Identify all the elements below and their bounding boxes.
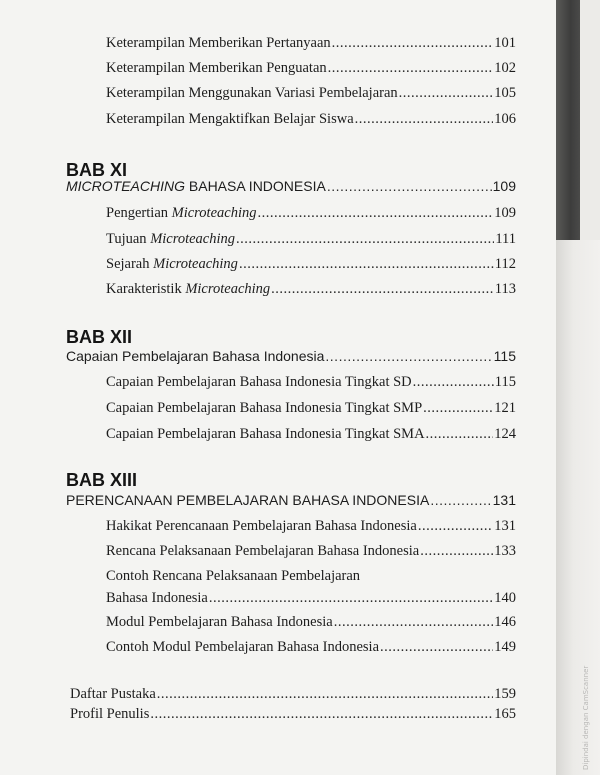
toc-entry: Profil Penulis ..... 165 — [70, 706, 516, 723]
toc-entry: Tujuan Microteaching ..... 111 — [106, 231, 516, 248]
chapter-title-entry — [66, 178, 516, 194]
dot-leader — [355, 111, 494, 128]
toc-entry: Contoh Modul Pembelajaran Bahasa Indonesia ..... 149 — [106, 639, 516, 656]
page-number: 165 — [494, 706, 516, 722]
page-number: 133 — [494, 543, 516, 559]
page-number: 109 — [494, 205, 516, 221]
toc-entry: Hakikat Perencanaan Pembelajaran Bahasa Indonesia ..... 131 — [106, 518, 516, 535]
toc-entry: Capaian Pembelajaran Bahasa Indonesia Tingkat SMP ..... 121 — [106, 400, 516, 417]
dot-leader — [380, 639, 493, 656]
page-number: 109 — [492, 178, 516, 194]
page-number: 105 — [494, 85, 516, 101]
dot-leader — [209, 590, 493, 607]
page-number: 115 — [494, 374, 516, 390]
page-number: 131 — [494, 518, 516, 534]
dot-leader — [423, 400, 493, 417]
toc-entry: Sejarah Microteaching ..... 112 — [106, 256, 516, 273]
dot-leader — [328, 60, 494, 77]
chapter-title-rest: BAHASA INDONESIA — [185, 178, 326, 194]
toc-entry: Keterampilan Menggunakan Variasi Pembelajaran ..... 105 — [106, 85, 516, 102]
dot-leader — [418, 518, 493, 535]
page-number: 149 — [494, 639, 516, 655]
page-number: 146 — [494, 614, 516, 630]
toc-entry: Keterampilan Memberikan Penguatan ..... 102 — [106, 60, 516, 77]
dot-leader — [332, 35, 494, 52]
dot-leader — [334, 614, 494, 631]
dot-leader — [399, 85, 494, 102]
dot-leader — [420, 543, 493, 560]
page-number: 131 — [492, 492, 516, 508]
toc-entry: Modul Pembelajaran Bahasa Indonesia ..... 146 — [106, 614, 516, 631]
toc-entry: Rencana Pelaksanaan Pembelajaran Bahasa Indonesia ..... 133 — [106, 543, 516, 560]
toc-entry: Karakteristik Microteaching ..... 113 — [106, 281, 516, 298]
dot-leader — [271, 281, 494, 298]
toc-entry: Capaian Pembelajaran Bahasa Indonesia Tingkat SMA ..... 124 — [106, 426, 516, 443]
scanner-watermark: Dipindai dengan CamScanner — [582, 665, 590, 770]
toc-entry: Daftar Pustaka ..... 159 — [70, 686, 516, 703]
dot-leader — [325, 348, 492, 364]
toc-entry: Keterampilan Mengaktifkan Belajar Siswa ..... 106 — [106, 111, 516, 128]
toc-entry: Pengertian Microteaching ..... 109 — [106, 205, 516, 222]
toc-entry: Bahasa Indonesia ..... 140 — [106, 590, 516, 607]
dot-leader — [236, 231, 494, 248]
page-number: 159 — [494, 686, 516, 702]
page-number: 102 — [494, 60, 516, 76]
background-edge — [580, 0, 600, 240]
toc-entry: Capaian Pembelajaran Bahasa Indonesia Tingkat SD ..... 115 — [106, 374, 516, 391]
page-number: 106 — [494, 111, 516, 127]
page-edge-shadow — [556, 0, 580, 240]
toc-entry: Keterampilan Memberikan Pertanyaan ..... 101 — [106, 35, 516, 52]
page-number: 111 — [495, 231, 516, 247]
adjacent-page-edge — [556, 240, 600, 775]
chapter-label: BAB XII — [66, 327, 133, 347]
page-number: 121 — [494, 400, 516, 416]
page-number: 124 — [494, 426, 516, 442]
dot-leader — [157, 686, 493, 703]
dot-leader — [430, 492, 491, 508]
page-number: 140 — [494, 590, 516, 606]
page-number: 113 — [494, 281, 516, 297]
chapter-title-entry: PERENCANAAN PEMBELAJARAN BAHASA INDONESIA ..... 131 — [66, 492, 516, 508]
chapter-title-italic: MICROTEACHING — [66, 178, 185, 194]
page-number: 112 — [494, 256, 516, 272]
dot-leader — [239, 256, 494, 273]
dot-leader — [426, 426, 494, 443]
chapter-title-entry: Capaian Pembelajaran Bahasa Indonesia ..... 115 — [66, 348, 516, 364]
page-number: 101 — [494, 35, 516, 51]
page-number: 115 — [493, 348, 516, 364]
toc-entry-line1: Contoh Rencana Pelaksanaan Pembelajaran — [106, 568, 361, 584]
chapter-label: BAB XI — [66, 160, 128, 180]
dot-leader — [150, 706, 493, 723]
dot-leader — [257, 205, 493, 222]
chapter-label: BAB XIII — [66, 470, 138, 490]
dot-leader — [327, 178, 492, 194]
dot-leader — [413, 374, 494, 391]
